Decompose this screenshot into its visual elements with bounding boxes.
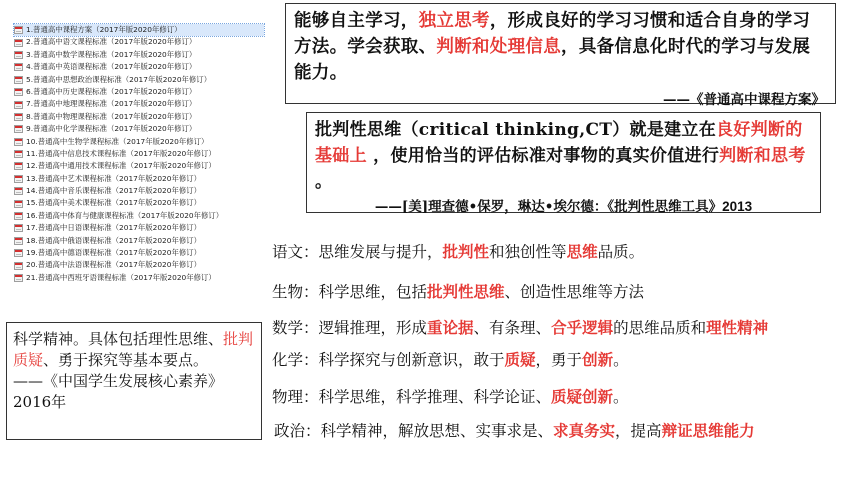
pdf-file-icon [14,200,23,208]
text-segment: 、有条理、 [473,319,552,337]
file-list-item[interactable] [14,98,264,110]
highlighted-phrase: 质疑 [504,351,536,369]
text-segment: 能够自主学习， [294,11,419,31]
file-name: 15.普通高中美术课程标准（2017年版2020年修订） [26,198,202,208]
file-list-item[interactable] [14,136,264,148]
highlighted-phrase: 质疑创新 [551,388,614,406]
highlighted-phrase: 思维 [566,243,598,261]
file-list-item[interactable] [14,210,264,222]
subject-line [274,419,755,441]
pdf-file-icon [14,187,23,195]
file-name: 7.普通高中地理课程标准（2017年版2020年修订） [26,99,197,109]
quote-box-curriculum-plan [285,3,836,108]
text-segment: ，提高 [615,422,662,440]
pdf-file-icon [14,101,23,109]
file-list-item[interactable] [14,259,264,271]
file-name: 18.普通高中俄语课程标准（2017年版2020年修订） [26,235,202,245]
file-list-item[interactable] [14,36,264,48]
file-name: 19.普通高中德语课程标准（2017年版2020年修订） [26,248,202,258]
pdf-file-icon [14,175,23,183]
subject-line [272,280,644,302]
file-list-item[interactable] [14,160,264,172]
pdf-file-icon [14,113,23,121]
file-list-item[interactable] [14,148,264,160]
file-list-item[interactable] [14,235,264,247]
file-list-item[interactable] [14,272,264,284]
text-segment: 科学探究与创新意识，敢于 [318,351,505,369]
quote-box-critical-thinking [306,112,821,213]
file-list-item[interactable] [14,222,264,234]
highlighted-phrase: 良好判断的基础上 [315,120,803,166]
file-name: 6.普通高中历史课程标准（2017年版2020年修订） [26,86,197,96]
file-name: 20.普通高中法语课程标准（2017年版2020年修订） [26,260,202,270]
file-name: 5.普通高中思想政治课程标准（2017年版2020年修订） [26,74,212,84]
file-name: 3.普通高中数学课程标准（2017年版2020年修订） [26,49,197,59]
pdf-file-icon [14,262,23,270]
file-list-item[interactable] [14,86,264,98]
file-list-item[interactable] [14,185,264,197]
quote-source-year: 2013 [722,199,753,214]
subject-line [272,348,629,370]
text-segment: 科学精神，解放思想、实事求是、 [320,422,554,440]
quote-box-core-literacy [6,322,262,440]
text-segment: 科学思维，科学推理、科学论证、 [318,388,552,406]
pdf-file-icon [14,138,23,146]
subject-line [272,240,644,262]
highlighted-phrase: 求真务实 [553,422,616,440]
file-name: 21.普通高中西班牙语课程标准（2017年版2020年修订） [26,272,216,282]
text-segment: 。 [613,351,629,369]
text-segment: 。 [613,388,629,406]
subject-label: 政治： [274,422,321,440]
file-name: 4.普通高中英语课程标准（2017年版2020年修订） [26,62,197,72]
text-segment: 。 [315,172,333,192]
file-name: 10.普通高中生物学课程标准（2017年版2020年修订） [26,136,209,146]
text-segment: 、创造性思维等方法 [504,283,645,301]
pdf-file-icon [14,237,23,245]
text-segment: ，勇于 [535,351,583,369]
pdf-file-icon [14,26,23,34]
highlighted-phrase: 批判性 [442,243,490,261]
file-list-item[interactable] [14,123,264,135]
curriculum-file-list [14,24,264,284]
text-segment: 逻辑推理，形成 [318,319,428,337]
text-segment: 品质。 [597,243,645,261]
quote-source: ——《中国学生发展核心素养》 [13,372,224,390]
file-name: 12.普通高中通用技术课程标准（2017年版2020年修订） [26,161,216,171]
text-segment: 科学精神。具体包括理性思维、 [13,330,224,348]
subject-label: 化学： [272,351,319,369]
file-name: 8.普通高中物理课程标准（2017年版2020年修订） [26,111,197,121]
pdf-file-icon [14,162,23,170]
highlighted-phrase: 辩证思维能力 [661,422,755,440]
file-name: 1.普通高中课程方案（2017年版2020年修订） [26,25,182,34]
quote-source-year: 2016年 [13,393,67,411]
file-list-item[interactable] [14,49,264,61]
file-list-item[interactable] [14,111,264,123]
highlighted-phrase: 合乎逻辑 [551,319,614,337]
pdf-file-icon [14,274,23,282]
text-segment: ，形成良好的学习习惯和适合自身的学习方法。学会获取、 [294,11,811,57]
text-segment: 的思维品质和 [613,319,707,337]
text-segment: 和独创性等 [489,243,567,261]
subject-label: 物理： [272,388,319,406]
highlighted-phrase: 批判性思维 [427,283,505,301]
file-name: 9.普通高中化学课程标准（2017年版2020年修订） [26,124,197,134]
subject-label: 生物： [272,283,319,301]
file-name: 11.普通高中信息技术课程标准（2017年版2020年修订） [26,148,216,158]
text-segment: 思维发展与提升， [318,243,443,261]
text-segment: ，具备信息化时代的学习与发展能力。 [294,37,811,83]
pdf-file-icon [14,76,23,84]
subject-line [272,385,629,407]
subject-line [272,316,768,338]
highlighted-phrase: 独立思考 [418,11,490,31]
highlighted-phrase: 判断和处理信息 [436,37,562,57]
pdf-file-icon [14,88,23,96]
quote-text [13,329,255,371]
file-list-item[interactable] [14,61,264,73]
pdf-file-icon [14,125,23,133]
file-name: 2.普通高中语文课程标准（2017年版2020年修订） [26,37,197,47]
file-list-item[interactable] [14,247,264,259]
text-segment: 、勇于探究等基本要点。 [43,351,209,369]
pdf-file-icon [14,224,23,232]
text-segment: 科学思维，包括 [318,283,428,301]
subject-label: 语文： [272,243,319,261]
pdf-file-icon [14,39,23,47]
quote-text [315,117,812,195]
quote-source [315,195,812,215]
pdf-file-icon [14,63,23,71]
file-list-item[interactable] [14,197,264,209]
file-name: 17.普通高中日语课程标准（2017年版2020年修订） [26,223,202,233]
quote-source: ——《普通高中课程方案》 [663,92,825,108]
highlighted-phrase: 重论据 [427,319,474,337]
pdf-file-icon [14,212,23,220]
file-list-item[interactable] [14,74,264,86]
highlighted-phrase: 创新 [582,351,614,369]
file-name: 14.普通高中音乐课程标准（2017年版2020年修订） [26,186,202,196]
highlighted-phrase: 批判质疑 [13,330,254,369]
highlighted-phrase: 判断和思考 [719,146,806,166]
pdf-file-icon [14,150,23,158]
subject-label: 数学： [272,319,319,337]
file-list-item[interactable] [14,173,264,185]
quote-source-text: ——[美]理查德•保罗，琳达•埃尔德：《批判性思维工具》 [374,199,723,215]
file-name: 16.普通高中体育与健康课程标准（2017年版2020年修订） [26,210,224,220]
pdf-file-icon [14,249,23,257]
text-segment: 批判性思维（critical thinking,CT）就是建立在 [315,120,717,140]
highlighted-phrase: 理性精神 [706,319,769,337]
quote-text [294,8,825,86]
file-name: 13.普通高中艺术课程标准（2017年版2020年修订） [26,173,202,183]
pdf-file-icon [14,51,23,59]
text-segment: ，使用恰当的评估标准对事物的真实价值进行 [366,146,720,166]
file-list-item[interactable] [14,24,264,36]
